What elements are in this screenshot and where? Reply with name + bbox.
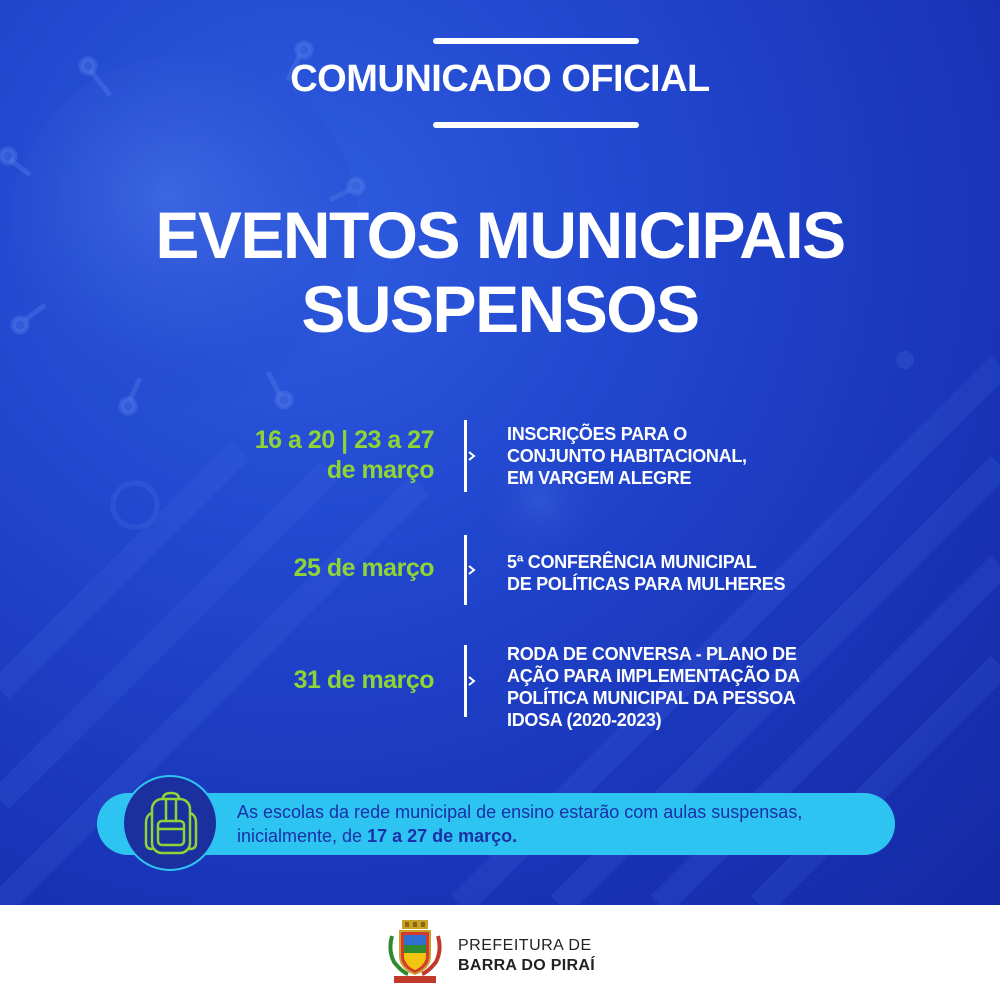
event-description [507, 551, 867, 595]
main-title-line2: SUSPENSOS [301, 272, 699, 346]
footer-text [458, 936, 595, 976]
event-description [507, 643, 867, 731]
footer-line2: BARRA DO PIRAÍ [458, 957, 595, 974]
chevron-right-icon [468, 451, 476, 461]
event-date-line: de março [326, 456, 434, 484]
main-title-line1: EVENTOS MUNICIPAIS [155, 198, 845, 272]
event-date-line: 16 a 20 | 23 a 27 [254, 426, 434, 454]
event-divider [464, 535, 467, 605]
header-label: COMUNICADO OFICIAL [290, 58, 710, 100]
event-description-line: DE POLÍTICAS PARA MULHERES [507, 574, 786, 594]
header-rule-bottom [433, 122, 639, 128]
event-description-line: RODA DE CONVERSA - PLANO DE [507, 644, 797, 664]
event-description-line: INSCRIÇÕES PARA O [507, 424, 687, 444]
event-description-line: CONJUNTO HABITACIONAL, [507, 446, 747, 466]
footer [0, 905, 1000, 1000]
event-divider [464, 420, 467, 492]
event-date [134, 553, 434, 583]
chevron-right-icon [468, 676, 476, 686]
school-notice-text [237, 800, 887, 848]
school-notice-prefix: inicialmente, de [237, 826, 368, 846]
municipal-crest-icon [388, 920, 442, 984]
event-date-line: 31 de março [293, 666, 434, 694]
event-description [507, 423, 867, 489]
header-rule-top [433, 38, 639, 44]
event-date-line: 25 de março [293, 554, 434, 582]
event-description-line: AÇÃO PARA IMPLEMENTAÇÃO DA [507, 666, 800, 686]
event-date [134, 665, 434, 695]
event-description-line: POLÍTICA MUNICIPAL DA PESSOA [507, 688, 796, 708]
school-notice-line1: As escolas da rede municipal de ensino estarão com aulas suspensas, [237, 802, 803, 822]
school-notice-dates: 17 a 27 de março. [367, 826, 518, 846]
event-description-line: EM VARGEM ALEGRE [507, 468, 692, 488]
footer-line1: PREFEITURA DE [458, 937, 592, 954]
event-description-line: IDOSA (2020-2023) [507, 710, 662, 730]
chevron-right-icon [468, 565, 476, 575]
event-divider [464, 645, 467, 717]
school-notice-line2 [237, 824, 887, 848]
event-description-line: 5ª CONFERÊNCIA MUNICIPAL [507, 552, 757, 572]
main-title [0, 198, 1000, 346]
backpack-icon [144, 791, 198, 857]
event-date [134, 425, 434, 485]
backpack-badge [122, 775, 218, 871]
